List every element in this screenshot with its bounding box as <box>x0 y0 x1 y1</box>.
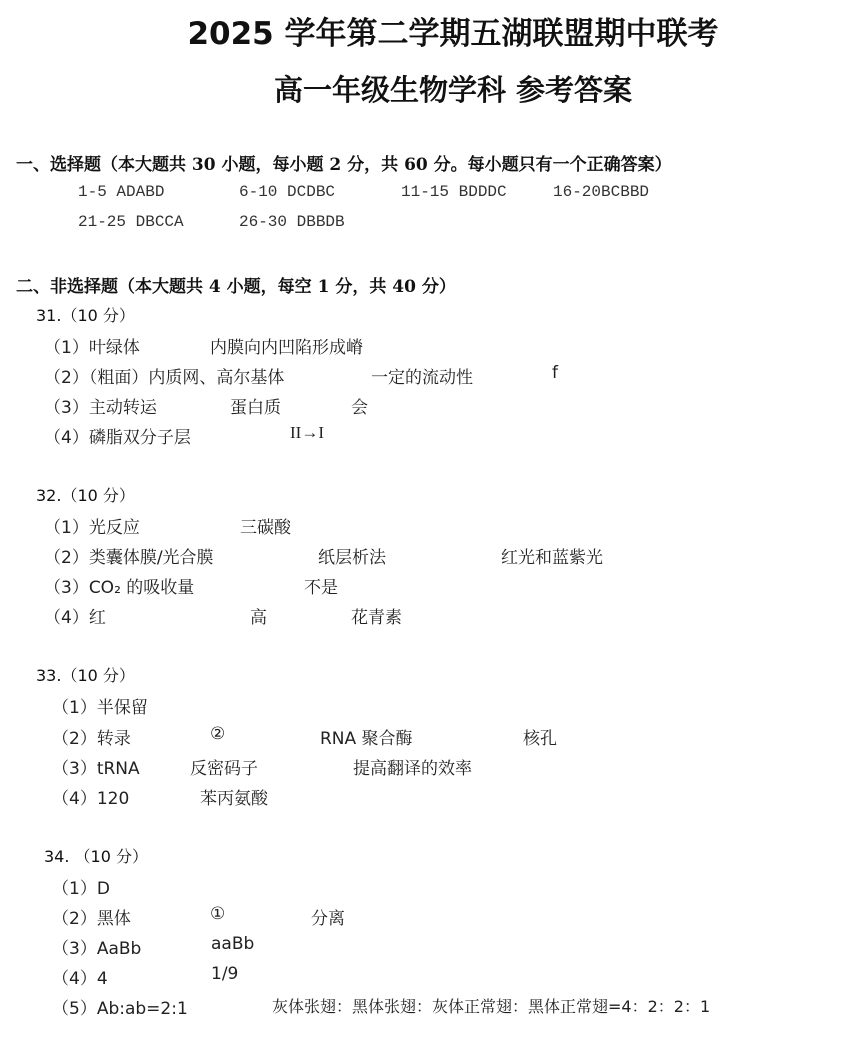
mc-answer-group: 21-25 DBCCA <box>78 213 184 231</box>
mc-answer-group: 6-10 DCDBC <box>239 183 336 201</box>
answer-line: （2）黑体 <box>52 909 131 929</box>
answer-line: 提高翻译的效率 <box>353 759 472 779</box>
mc-answer-group: 11-15 BDDDC <box>401 183 507 201</box>
answer-line: （2）（粗面）内质网、高尔基体 <box>44 368 285 388</box>
question-label: 33.（10 分） <box>36 666 135 685</box>
page-title: 2025 学年第二学期五湖联盟期中联考 <box>187 16 719 52</box>
answer-line: （5）Ab:ab=2:1 <box>52 999 188 1019</box>
answer-line: f <box>552 363 558 383</box>
answer-line: 灰体张翅：黑体张翅：灰体正常翅：黑体正常翅=4：2：2：1 <box>272 997 711 1016</box>
answer-line: （4）红 <box>44 608 106 628</box>
answer-line: （4）4 <box>52 969 108 989</box>
answer-line: 苯丙氨酸 <box>200 789 268 809</box>
question-label: 31.（10 分） <box>36 306 135 325</box>
answer-line: （3）AaBb <box>52 939 142 959</box>
answer-line: 核孔 <box>523 729 557 749</box>
answer-line: （1）D <box>52 879 110 899</box>
question-label: 32.（10 分） <box>36 486 135 505</box>
answer-line: 1/9 <box>211 964 239 984</box>
section1-heading: 一、选择题（本大题共 30 小题，每小题 2 分，共 60 分。每小题只有一个正确答案） <box>16 155 672 175</box>
answer-line: （2）转录 <box>52 729 131 749</box>
answer-line: 花青素 <box>351 608 402 628</box>
answer-line: （1）半保留 <box>52 698 148 718</box>
answer-line: 反密码子 <box>190 759 258 779</box>
answer-line: （4）磷脂双分子层 <box>44 428 191 448</box>
mc-answer-group: 26-30 DBBDB <box>239 213 345 231</box>
answer-line: aaBb <box>211 934 255 954</box>
answer-line: 纸层析法 <box>318 548 386 568</box>
answer-line: （3）tRNA <box>52 759 140 779</box>
answer-line: 三碳酸 <box>240 518 291 538</box>
answer-line: （1）叶绿体 <box>44 338 140 358</box>
answer-line: 红光和蓝紫光 <box>501 548 603 568</box>
question-label: 34. （10 分） <box>44 847 148 866</box>
answer-line: （3）CO₂ 的吸收量 <box>44 578 195 598</box>
answer-line: （2）类囊体膜/光合膜 <box>44 548 214 568</box>
answer-line: 蛋白质 <box>230 398 281 418</box>
answer-line: （4）120 <box>52 789 130 809</box>
answer-line: II→I <box>290 423 324 442</box>
answer-line: ① <box>210 904 226 924</box>
answer-line: 一定的流动性 <box>371 368 473 388</box>
answer-line: （1）光反应 <box>44 518 140 538</box>
answer-line: （3）主动转运 <box>44 398 157 418</box>
section2-heading: 二、非选择题（本大题共 4 小题，每空 1 分，共 40 分） <box>16 277 456 297</box>
answer-line: RNA 聚合酶 <box>320 729 413 749</box>
answer-line: ② <box>210 724 226 744</box>
mc-answer-group: 1-5 ADABD <box>78 183 165 201</box>
answer-line: 不是 <box>304 578 338 598</box>
mc-answer-group: 16-20BCBBD <box>553 183 650 201</box>
answer-line: 分离 <box>311 909 345 929</box>
answer-line: 会 <box>351 398 368 418</box>
answer-line: 内膜向内凹陷形成嵴 <box>210 338 363 358</box>
answer-line: 高 <box>250 608 267 628</box>
page-subtitle: 高一年级生物学科 参考答案 <box>273 73 633 107</box>
